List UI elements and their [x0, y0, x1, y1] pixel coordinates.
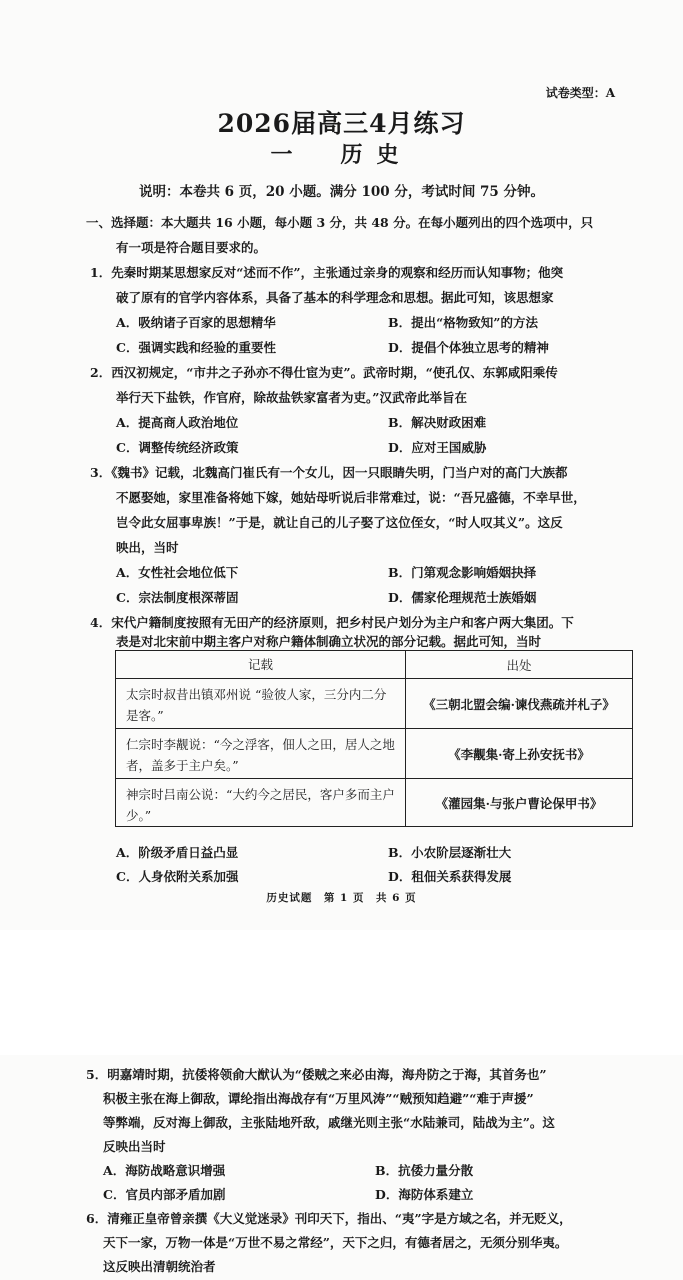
question-2-stem: 2．西汉初规定，“市井之子孙亦不得仕宦为吏”。武帝时期，“使孔仅、东郭咸阳乘传: [90, 365, 558, 380]
exam-page-2: [0, 1055, 683, 1280]
question-2-option-d[interactable]: D．应对王国威胁: [388, 440, 487, 455]
question-1-option-a[interactable]: A．吸纳诸子百家的思想精华: [116, 315, 276, 330]
table-cell-record: 太宗时叔昔出镇邓州说 “验彼人家，三分内二分是客。”: [116, 679, 406, 728]
question-5-stem: 5．明嘉靖时期，抗倭将领俞大猷认为“倭贼之来必由海，海舟防之于海，其首务也”: [86, 1067, 547, 1082]
question-4-stem: 4．宋代户籍制度按照有无田产的经济原则，把乡村民户划分为主户和客户两大集团。下: [90, 615, 574, 630]
table-cell-record: 仁宗时李觏说：“今之浮客，佃人之田，居人之地者，盖多于主户矣。”: [116, 729, 406, 778]
question-4-stem-cont: 表是对北宋前中期主客户对称户籍体制确立状况的部分记载。据此可知，当时: [116, 634, 542, 649]
question-5-option-b[interactable]: B．抗倭力量分散: [375, 1163, 474, 1178]
question-2-option-a[interactable]: A．提高商人政治地位: [116, 415, 239, 430]
question-3-stem-cont-2: 岂令此女屈事卑族！”于是，就让自己的儿子娶了这位侄女，“时人叹其义”。这反: [116, 515, 563, 530]
paper-type-label: 试卷类型：A: [545, 86, 615, 100]
question-6-stem-cont-1: 天下一家，万物一体是“万世不易之常经”，天下之归，有德者居之，无须分别华夷。: [103, 1235, 568, 1250]
question-3-option-c[interactable]: C．宗法制度根深蒂固: [116, 590, 239, 605]
table-header-source: 出处: [506, 657, 532, 673]
table-row: [116, 678, 632, 728]
question-3-option-d[interactable]: D．儒家伦理规范士族婚姻: [388, 590, 537, 605]
table-header-record: 记载: [116, 651, 406, 678]
question-4-option-d[interactable]: D．租佃关系获得发展: [388, 869, 512, 884]
question-3-stem-cont-3: 映出，当时: [116, 540, 179, 555]
question-4-option-b[interactable]: B．小农阶层逐渐壮大: [388, 845, 512, 860]
subject-dash: 一: [270, 142, 307, 168]
section-heading-cont: 有一项是符合题目要求的。: [116, 240, 267, 255]
question-1-option-c[interactable]: C．强调实践和经验的重要性: [116, 340, 276, 355]
table-cell-source: 《李觏集·寄上孙安抚书》: [448, 746, 590, 762]
question-1-option-b[interactable]: B．提出“格物致知”的方法: [388, 315, 538, 330]
table-header-row: [116, 651, 632, 678]
question-5-option-c[interactable]: C．官员内部矛盾加剧: [103, 1187, 226, 1202]
subject-name: 历史: [340, 142, 413, 168]
question-1-option-d[interactable]: D．提倡个体独立思考的精神: [388, 340, 549, 355]
table-cell-source: 《三朝北盟会编·谏伐燕疏并札子》: [423, 696, 615, 712]
question-4-option-a[interactable]: A．阶级矛盾日益凸显: [116, 845, 239, 860]
exam-title: 2026届高三4月练习: [217, 109, 466, 138]
question-1-stem: 1．先秦时期某思想家反对“述而不作”，主张通过亲身的观察和经历而认知事物；他突: [90, 265, 564, 280]
section-heading: 一、选择题：本大题共 16 小题，每小题 3 分，共 48 分。在每小题列出的四个选项中，只: [86, 215, 594, 230]
table-cell-record: 神宗时吕南公说：“大约今之居民，客户多而主户少。”: [116, 779, 406, 826]
question-5-option-a[interactable]: A．海防战略意识增强: [103, 1163, 226, 1178]
question-2-option-b[interactable]: B．解决财政困难: [388, 415, 487, 430]
question-5-stem-cont-2: 等弊端，反对海上御敌，主张陆地歼敌，戚继光则主张“水陆兼司，陆战为主”。这: [103, 1115, 555, 1130]
page-footer: 历史试题 第 1 页 共 6 页: [266, 892, 417, 904]
page-gap: [0, 930, 683, 1055]
exam-instructions: 说明：本卷共 6 页，20 小题。满分 100 分，考试时间 75 分钟。: [138, 184, 545, 200]
question-5-stem-cont-1: 积极主张在海上御敌，谭纶指出海战存有“万里风涛”“贼预知趋避”“难于声援”: [103, 1091, 534, 1106]
question-4-option-c[interactable]: C．人身依附关系加强: [116, 869, 239, 884]
question-1-stem-cont: 破了原有的官学内容体系，具备了基本的科学理念和思想。据此可知，该思想家: [116, 290, 554, 305]
records-table: [115, 650, 633, 827]
question-3-option-b[interactable]: B．门第观念影响婚姻抉择: [388, 565, 537, 580]
question-2-option-c[interactable]: C．调整传统经济政策: [116, 440, 239, 455]
table-cell-source: 《灌园集·与张户曹论保甲书》: [435, 795, 603, 811]
table-row: [116, 778, 632, 826]
question-3-option-a[interactable]: A．女性社会地位低下: [116, 565, 239, 580]
question-5-option-d[interactable]: D．海防体系建立: [375, 1187, 474, 1202]
question-5-stem-cont-3: 反映出当时: [103, 1139, 166, 1154]
subject-title: [0, 138, 683, 169]
question-2-stem-cont: 举行天下盐铁，作官府，除故盐铁家富者为吏。”汉武帝此举旨在: [116, 390, 467, 405]
question-3-stem-cont-1: 不愿娶她，家里准备将她下嫁，她姑母听说后非常难过，说：“吾兄盛德，不幸早世，: [116, 490, 586, 505]
question-6-stem-cont-2: 这反映出清朝统治者: [103, 1259, 216, 1274]
table-row: [116, 728, 632, 778]
question-6-stem: 6．清雍正皇帝曾亲撰《大义觉迷录》刊印天下，指出、“夷”字是方域之名，并无贬义，: [86, 1211, 572, 1226]
question-3-stem: 3．《魏书》记载，北魏高门崔氏有一个女儿，因一只眼睛失明，门当户对的高门大族都: [90, 465, 568, 480]
